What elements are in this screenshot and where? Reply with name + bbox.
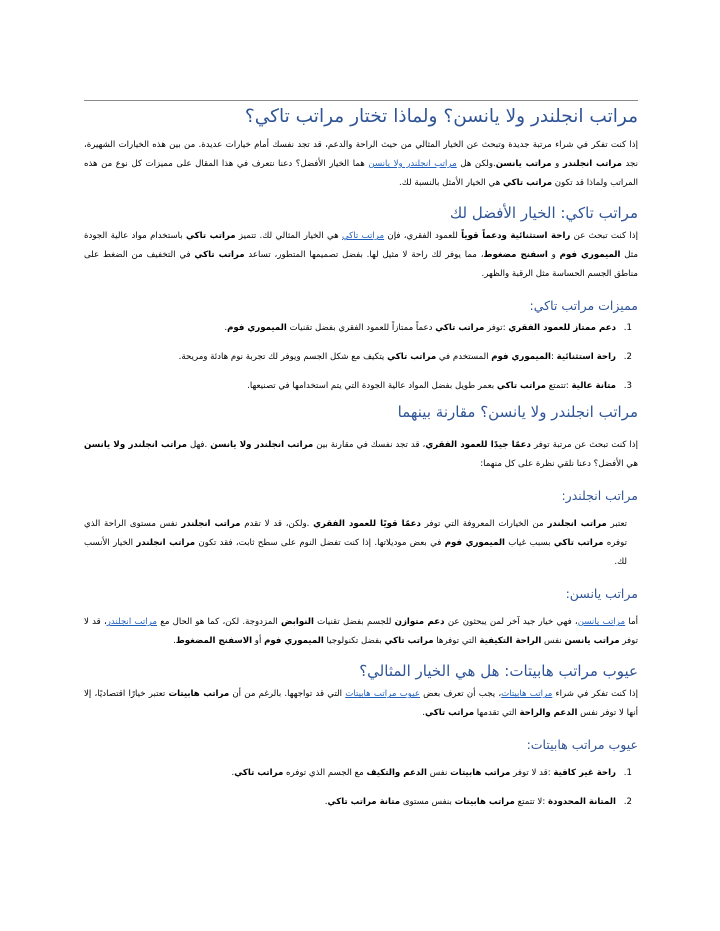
text-run: المزدوجة. لكن، كما هو الحال مع [157,617,281,628]
heading-taki-best-choice: مراتب تاكي: الخيار الأفضل لك [449,203,638,222]
text-run: . [224,323,228,334]
text-run: من الخيارات المعروفة التي توفر [420,519,548,530]
bold-run: مراتب يانسن [564,636,620,647]
heading-jansen: مراتب يانسن: [565,586,638,602]
text-run: هي الخيار الأمثل بالنسبة لك. [399,177,503,188]
taki-paragraph [84,227,638,284]
bold-run: مراتب انجلندر [181,519,241,530]
text-run: للعمود الفقري، فإن [384,231,462,242]
bold-run: الدعم والتكيف [366,768,427,779]
text-run: التي توفرها [433,636,480,647]
link-taki-mattresses[interactable]: مراتب تاكي [341,231,385,242]
heading-habitat-flaws: عيوب مراتب هابيتات: هل هي الخيار المثالي؟ [359,662,638,681]
heading-englander: مراتب انجلندر: [561,488,638,504]
bold-run: مراتب تاكي [234,768,284,779]
comparison-paragraph [84,436,638,474]
text-run: ، قد لا توفر [84,617,638,647]
text-run: هما الخيار الأفضل؟ دعنا نتعرف في هذا المقال على مميزات كل نوع من هذه المراتب ولماذا قد تكون [84,158,638,188]
bold-run: راحة غير كافية [553,768,616,779]
bold-run: متانة عالية [571,381,616,392]
bold-run: متانة مراتب تاكي [327,797,401,808]
heading-comparison: مراتب انجلندر ولا يانسن؟ مقارنة بينهما [397,403,638,422]
text-run: مع الجسم الذي توفره [283,768,367,779]
text-run: باستخدام مواد عالية الجودة مثل [84,231,638,261]
text-run: ، قد تجد نفسك في مقارنة بين [313,440,426,451]
link-habitat-mattresses[interactable]: مراتب هابيتات [501,689,553,700]
heading-taki-features: مميزات مراتب تاكي: [529,298,638,314]
text-run: :تتمتع [545,381,572,392]
text-run: بعمر طويل بفضل المواد عالية الجودة التي يتم استخدامها في تصنيعها. [247,381,497,392]
bold-run: النوابض [280,617,314,628]
bold-run: مراتب يانسن [495,158,552,169]
list-number: 3. [623,381,632,392]
habitat-flaws-list [84,764,638,812]
text-run: تعتبر خيارًا اقتصاديًا، إلا أنها لا توفر نفس [84,689,638,719]
bold-run: مراتب انجلندر [547,519,607,530]
text-run: إذا كنت تبحث عن [570,231,638,242]
bold-run: مراتب هابيتات [454,797,515,808]
bold-run: مراتب تاكي [425,708,475,719]
text-run: المستخدم في [436,352,492,363]
list-number: 2. [623,797,632,808]
document-page [84,100,638,812]
bold-run: مراتب تاكي [435,323,485,334]
bold-run: الميموري فوم [559,250,621,261]
text-run: :قد لا توفر [510,768,554,779]
list-number: 2. [623,352,632,363]
intro-paragraph [84,136,638,193]
bold-run: مراتب انجلندر [136,538,196,549]
list-number: 1. [623,323,632,334]
text-run: و [547,250,560,261]
text-run: أو [252,636,265,647]
top-divider [84,100,638,101]
bold-run: الاسفنج المضغوط [175,636,253,647]
bold-run: الميموري فوم [444,538,505,549]
text-run: للجسم بفضل تقنيات [313,617,395,628]
text-run: بسبب غياب [505,538,554,549]
bold-run: الميموري فوم [491,352,551,363]
text-run: تعتبر [606,519,628,530]
bold-run: مراتب انجلندر ولا يانسن [210,440,314,451]
text-run: بنفس مستوى [400,797,455,808]
text-run: . [324,797,328,808]
link-englander-mattresses[interactable]: مراتب انجلندر [106,617,158,628]
text-run: ، مما يوفر لك راحة لا مثيل لها. بفضل تصميمها المتطور، تساعد [244,250,484,261]
text-run: التي تقدمها [474,708,520,719]
list-item [84,764,638,783]
bold-run: مراتب تاكي [502,177,553,188]
text-run: نفس مستوى الراحة الذي توفره [84,519,627,549]
bold-run: مراتب تاكي [194,250,245,261]
text-run: .ولكن هل [456,158,496,169]
text-run: نفس [541,636,565,647]
text-run: .ولكن، قد لا تقدم [240,519,314,530]
bold-run: مراتب هابيتات [168,689,230,700]
list-item [84,377,638,396]
text-run: أما [625,617,638,628]
bold-run: دعمًا قويًا للعمود الفقري [313,519,421,530]
text-run: . [422,708,425,719]
habitat-paragraph [84,685,638,723]
text-run: إذا كنت تفكر في شراء [552,689,639,700]
text-run: إذا كنت تفكر في شراء مرتبة جديدة وتبحث عن الخيار المثالي من حيث الراحة والدعم، قد تجد نفسك أمام خيارات عديدة. من بين هذه الخيارات الشهيرة، نجد [84,139,638,169]
bold-run: الدعم والراحة [519,708,578,719]
list-item [84,319,638,338]
text-run: يتكيف مع شكل الجسم ويوفر لك تجربة نوم هادئة ومريحة. [178,352,388,363]
text-run: في بعض موديلاتها. إذا كنت تفضل النوم على سطح ثابت، فقد تكون [195,538,445,549]
text-run: . [173,636,176,647]
bold-run: اسفنج مضغوط [483,250,548,261]
bold-run: دعمًا جيدًا للعمود الفقري [425,440,531,451]
text-run: ، يجب أن تعرف بعض [419,689,502,700]
text-run: دعماً ممتازاً للعمود الفقري بفضل تقنيات [286,323,436,334]
text-run: و [551,158,563,169]
list-item [84,348,638,367]
text-run: بفضل تكنولوجيا [323,636,385,647]
link-jansen-mattresses[interactable]: مراتب يانسن [577,617,626,628]
bold-run: دعم متوازن [394,617,445,628]
text-run: نفس [426,768,451,779]
bold-run: مراتب هابيتات [450,768,511,779]
page-title: مراتب انجلندر ولا يانسن؟ ولماذا تختار مراتب تاكي؟ [244,106,638,127]
bold-run: راحة استثنائية [556,352,616,363]
heading-habitat-flaws-list: عيوب مراتب هابيتات: [526,737,638,753]
link-englander-or-jansen[interactable]: مراتب انجلندر ولا يانسن [368,158,457,169]
text-run: هي الخيار المثالي لك. تتميز [235,231,342,242]
bold-run: مراتب تاكي [384,636,434,647]
bold-run: دعم ممتاز للعمود الفقري [508,323,616,334]
list-number: 1. [623,768,632,779]
bold-run: مراتب تاكي [496,381,546,392]
bold-run: مراتب انجلندر ولا يانسن [84,440,187,451]
bold-run: المتانة المحدودة [547,797,616,808]
text-run: :لا تتمتع [514,797,548,808]
bold-run: مراتب تاكي [387,352,437,363]
jansen-paragraph [84,613,638,651]
taki-features-list [84,319,638,396]
englander-paragraph [84,515,638,572]
bold-run: مراتب انجلندر [562,158,622,169]
text-run: ، فهي خيار جيد آخر لمن يبحثون عن [444,617,578,628]
bold-run: الميموري فوم [264,636,324,647]
text-run: . [231,768,235,779]
text-run: هي الأفضل؟ دعنا نلقي نظرة على كل منهما: [480,459,638,470]
text-run: التي قد تواجهها. بالرغم من أن [229,689,346,700]
bold-run: مراتب تاكي [185,231,236,242]
bold-run: راحة استثنائية ودعماً قوياً [461,231,571,242]
text-run: في التخفيف من الضغط على مناطق الجسم الحساسة مثل الرقبة والظهر. [84,250,638,280]
bold-run: الراحة التكيفية [479,636,542,647]
link-habitat-flaws[interactable]: عيوب مراتب هابيتات [345,689,420,700]
text-run: الخيار الأنسب لك. [84,538,627,568]
text-run: : [550,352,557,363]
text-run: :توفر [484,323,509,334]
bold-run: الميموري فوم [227,323,287,334]
text-run: .فهل [186,440,211,451]
text-run: إذا كنت تبحث عن مرتبة توفر [530,440,639,451]
list-item [84,793,638,812]
bold-run: مراتب تاكي [553,538,604,549]
